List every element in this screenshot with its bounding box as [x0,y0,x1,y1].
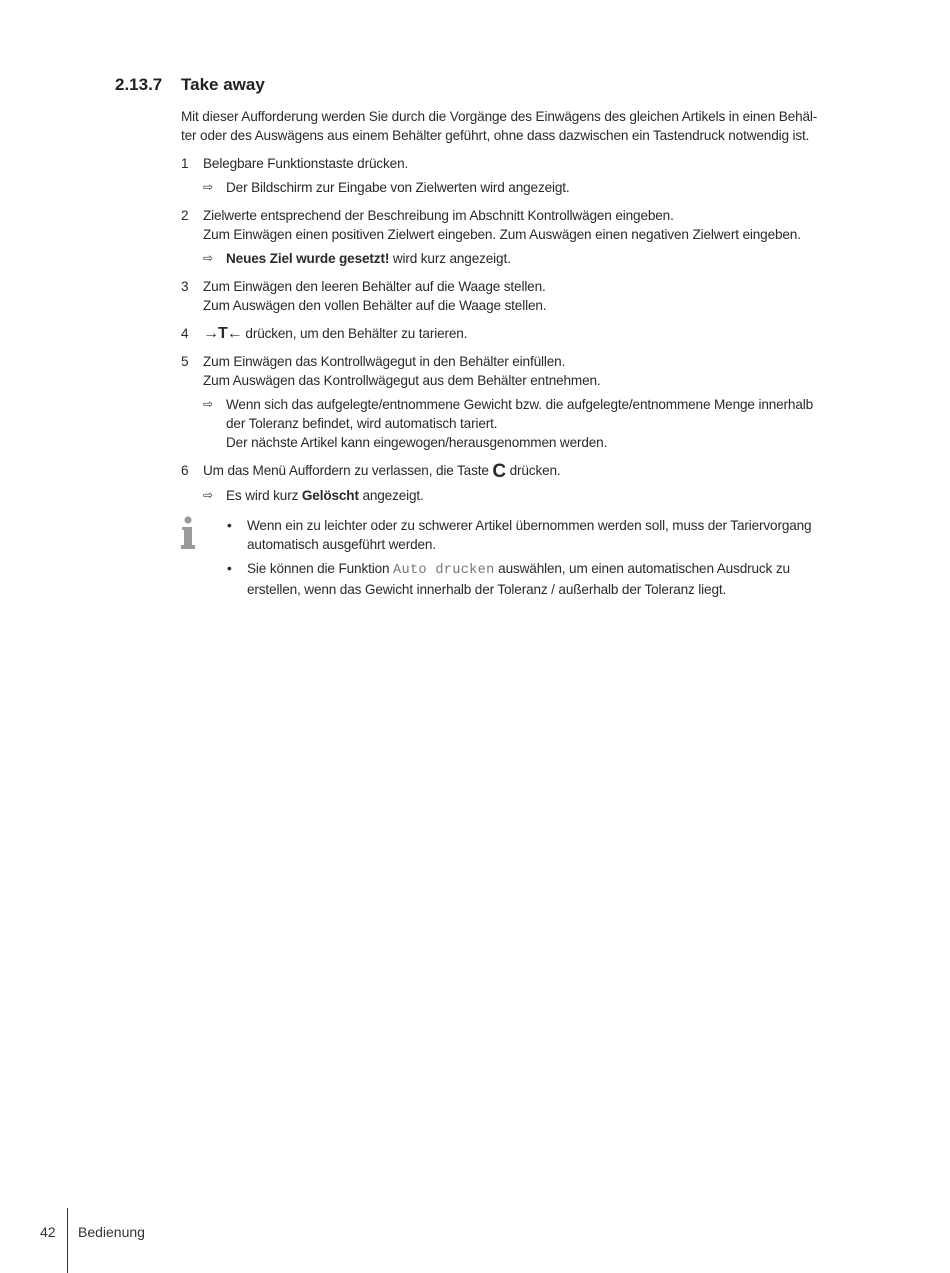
step-1 [181,154,861,197]
step-result [203,486,861,505]
step-3 [181,277,861,315]
result-text: angezeigt. [358,488,424,503]
result-text: Es wird kurz [226,488,302,503]
section-heading [115,75,265,95]
step-result [203,395,861,452]
step-text [203,324,861,343]
step-number: 5 [181,354,189,369]
result-text: Wenn sich das aufgelegte/entnommene Gewicht bzw. die aufgelegte/entnommene Menge innerhalb [226,397,814,412]
step-2 [181,206,861,268]
step-text [203,461,861,481]
step-text: Zum Auswägen das Kontrollwägegut aus dem Behälter entnehmen. [203,373,601,388]
step-text-part: drücken. [505,463,561,478]
step-list [181,154,861,505]
note-text: automatisch ausgeführt werden. [247,537,436,552]
step-result [203,249,861,268]
result-message-bold: Neues Ziel wurde gesetzt! [226,251,390,266]
bullet-icon: • [227,561,232,576]
info-icon [181,516,195,550]
result-text: der Toleranz befindet, wird automatisch tariert. [226,416,498,431]
step-text-part: Um das Menü Auffordern zu verlassen, die Taste [203,463,493,478]
step-number: 4 [181,326,189,341]
note-item [225,516,861,554]
step-text: Belegbare Funktionstaste drücken. [203,156,409,171]
footer-divider [67,1208,68,1273]
section-content [181,107,861,604]
result-arrow-icon: ⇨ [203,397,213,411]
step-number: 1 [181,156,189,171]
step-text-part: drücken, um den Behälter zu tarieren. [241,326,468,341]
result-arrow-icon: ⇨ [203,251,213,265]
note-text-part: auswählen, um einen automatischen Ausdruck zu [494,561,790,576]
result-message-bold: Gelöscht [301,488,359,503]
step-4 [181,324,861,343]
step-number: 3 [181,279,189,294]
step-text: Zum Einwägen das Kontrollwägegut in den Behälter einfüllen. [203,354,566,369]
page-number: 42 [40,1224,56,1240]
intro-paragraph [181,107,861,145]
result-text: Der nächste Artikel kann eingewogen/herausgenommen werden. [226,435,608,450]
step-text: Zum Einwägen den leeren Behälter auf die Waage stellen. [203,279,546,294]
note-text [247,559,861,580]
bullet-icon: • [227,518,232,533]
note-list [181,516,861,599]
step-text: Zum Auswägen den vollen Behälter auf die Waage stellen. [203,298,547,313]
result-arrow-icon: ⇨ [203,180,213,194]
step-text: Zum Einwägen einen positiven Zielwert eingeben. Zum Auswägen einen negativen Zielwert eingeben. [203,227,801,242]
clear-key-icon: C [492,461,506,482]
function-name: Auto drucken [393,563,495,578]
tare-key-icon: →T← [203,325,242,342]
section-title: Take away [181,75,265,94]
result-text: Der Bildschirm zur Eingabe von Zielwerten wird angezeigt. [226,180,570,195]
result-text: wird kurz angezeigt. [389,251,511,266]
step-number: 2 [181,208,189,223]
chapter-label: Bedienung [78,1224,145,1240]
info-note [181,516,861,599]
step-text: Zielwerte entsprechend der Beschreibung im Abschnitt Kontrollwägen eingeben. [203,208,674,223]
step-6 [181,461,861,505]
note-text: erstellen, wenn das Gewicht innerhalb der Toleranz / außerhalb der Toleranz liegt. [247,582,727,597]
note-text: Wenn ein zu leichter oder zu schwerer Artikel übernommen werden soll, muss der Tariervorgang [247,518,812,533]
step-5 [181,352,861,452]
intro-line: ter oder des Auswägens aus einem Behälter geführt, ohne dass dazwischen ein Tastendruck notwendig ist. [181,128,810,143]
note-item [225,559,861,599]
step-result [203,178,861,197]
section-number: 2.13.7 [115,75,163,94]
note-text-part: Sie können die Funktion [247,561,394,576]
result-arrow-icon: ⇨ [203,488,213,502]
step-number: 6 [181,463,189,478]
intro-line: Mit dieser Aufforderung werden Sie durch die Vorgänge des Einwägens des gleichen Artikels in einen Behäl- [181,109,818,124]
